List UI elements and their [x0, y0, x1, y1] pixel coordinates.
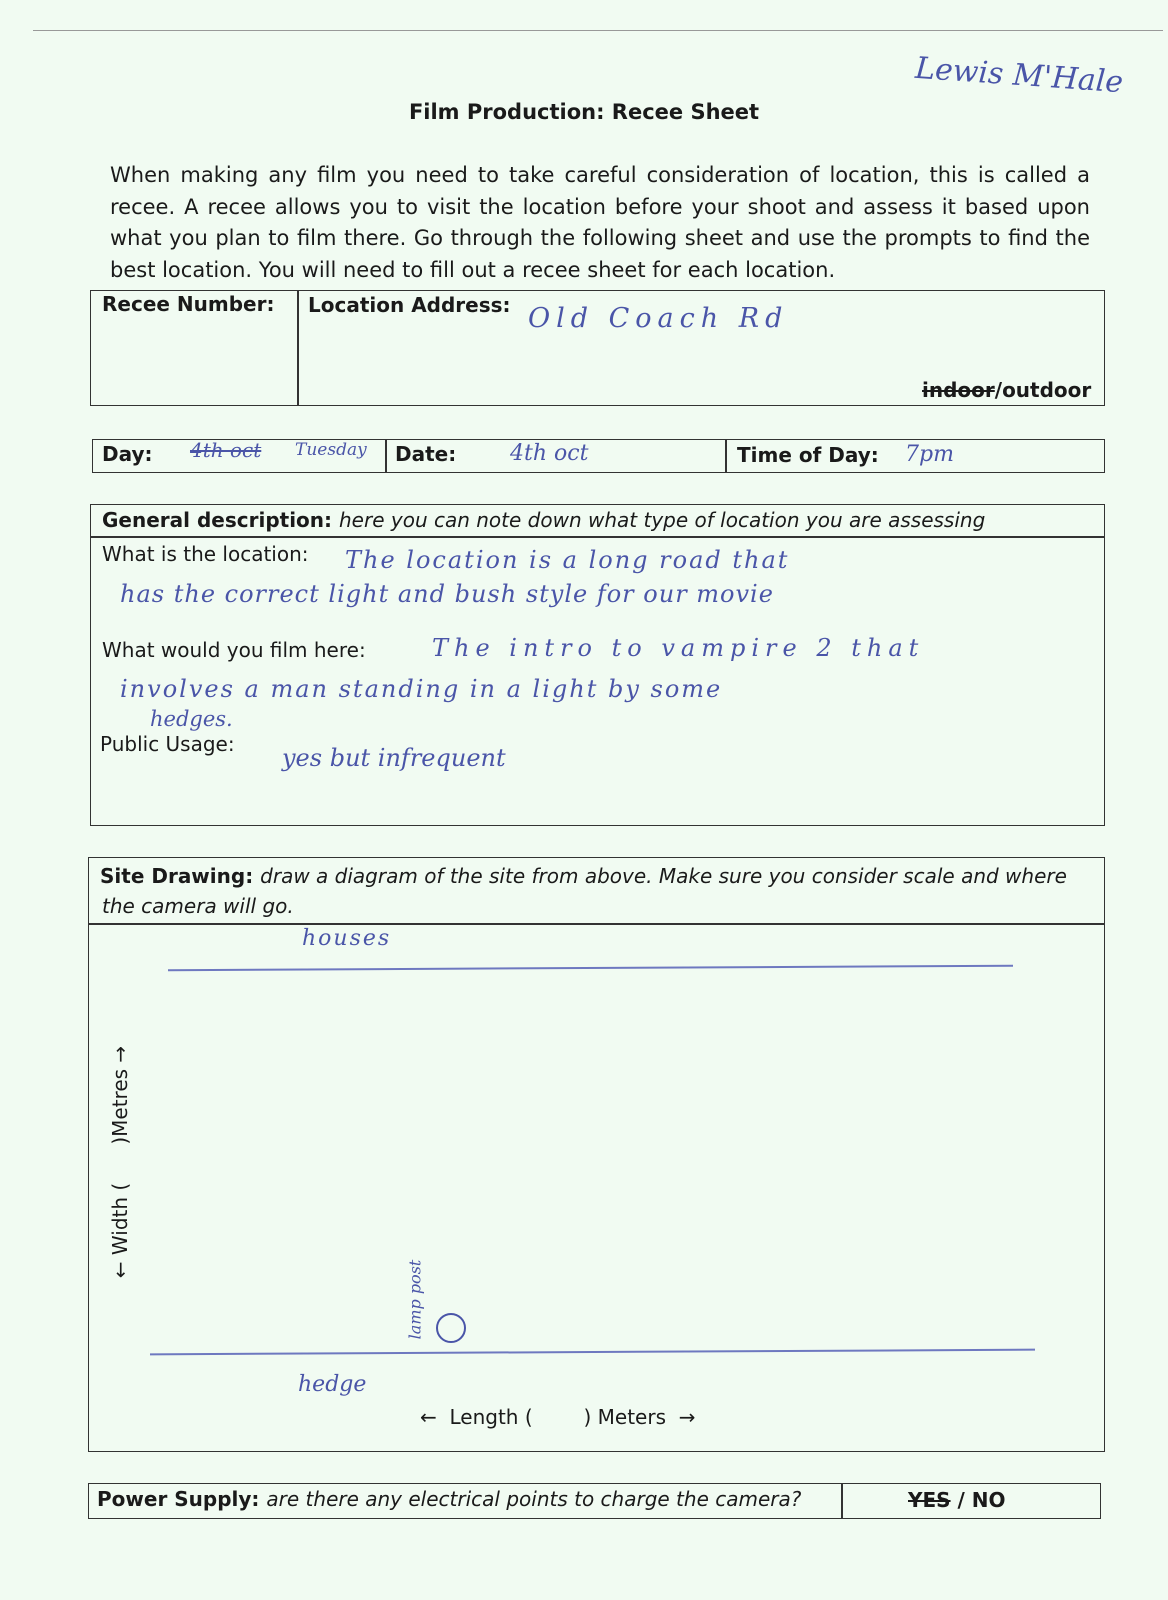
power-heading-text: Power Supply: [97, 1487, 260, 1511]
power-answer [908, 1488, 1006, 1512]
page-title: Film Production: Recee Sheet [408, 100, 760, 124]
indoor-option: indoor [922, 378, 995, 402]
power-prompt: are there any electrical points to charge the camera? [266, 1487, 802, 1511]
recee-number-label: Recee Number: [102, 292, 275, 316]
general-prompt: here you can note down what type of location you are assessing [339, 508, 986, 532]
public-usage-answer: yes but infrequent [282, 744, 506, 772]
time-label: Time of Day: [737, 443, 879, 467]
general-heading-text: General description: [102, 508, 333, 532]
power-no-option: / NO [950, 1488, 1006, 1512]
day-struck-value: 4th oct [190, 438, 262, 462]
power-supply-heading [97, 1487, 801, 1511]
length-axis-label: ← Length ( ) Meters → [420, 1405, 696, 1429]
day-label: Day: [102, 442, 153, 466]
date-value: 4th oct [510, 441, 589, 466]
site-prompt-line-2: the camera will go. [102, 894, 294, 918]
recee-divider [297, 290, 299, 406]
film-answer-line-1: The intro to vampire 2 that [432, 634, 925, 662]
day-divider [385, 439, 387, 473]
time-value: 7pm [905, 442, 954, 467]
film-question: What would you film here: [102, 638, 366, 662]
day-value: Tuesday [295, 440, 367, 460]
hedge-label: hedge [298, 1372, 367, 1397]
site-drawing-heading [100, 864, 1100, 888]
lamp-post-label: lamp post [405, 1259, 425, 1340]
power-yes-option: YES [908, 1488, 951, 1512]
width-axis-label: ← Width ( )Metres → [108, 1045, 132, 1279]
site-prompt-line-1: draw a diagram of the site from above. Make sure you consider scale and where [260, 864, 1067, 888]
location-answer-line-1: The location is a long road that [345, 546, 790, 574]
site-header-rule [88, 923, 1105, 925]
houses-label: houses [302, 926, 392, 951]
indoor-outdoor [922, 378, 1091, 402]
power-divider [841, 1483, 843, 1519]
site-heading-text: Site Drawing: [100, 864, 254, 888]
location-answer-line-2: has the correct light and bush style for our movie [120, 580, 774, 608]
lamp-post-icon [436, 1313, 466, 1343]
date-divider [725, 439, 727, 473]
location-address-value: Old Coach Rd [528, 303, 789, 334]
location-question: What is the location: [102, 542, 309, 566]
general-header-rule [90, 536, 1105, 538]
site-drawing-box [88, 857, 1105, 1452]
outdoor-option: /outdoor [994, 378, 1092, 402]
film-answer-line-3: hedges. [150, 707, 233, 731]
general-description-heading [102, 508, 985, 532]
intro-paragraph: When making any film you need to take careful consideration of location, this is called a recee. A recee allows you to visit the location before your shoot and assess it based upon what you plan to film there. Go through the following sheet and use the prompts to find the best location. You will need to fill out a recee sheet for each location. [110, 163, 1090, 282]
student-name: Lewis M'Hale [913, 50, 1124, 101]
location-address-label: Location Address: [308, 293, 511, 317]
date-label: Date: [395, 442, 457, 466]
top-rule [33, 30, 1163, 31]
public-usage-label: Public Usage: [100, 732, 235, 756]
film-answer-line-2: involves a man standing in a light by some [120, 675, 723, 703]
